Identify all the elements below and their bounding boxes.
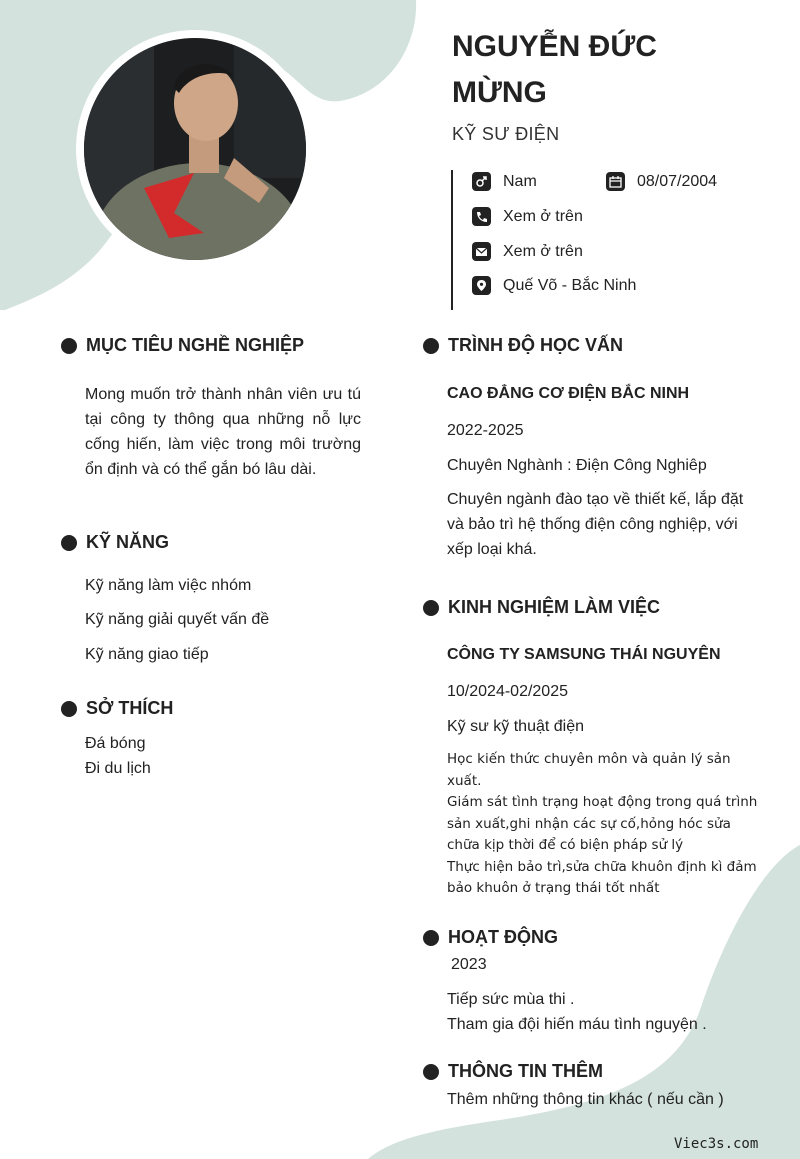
phone-icon [472, 207, 491, 226]
email-icon [472, 242, 491, 261]
bullet-dot [423, 338, 439, 354]
job-title: KỸ SƯ ĐIỆN [452, 124, 560, 144]
skills-heading: KỸ NĂNG [86, 532, 170, 552]
bullet-dot [61, 338, 77, 354]
extra-heading: THÔNG TIN THÊM [448, 1061, 603, 1081]
activities-heading: HOẠT ĐỘNG [448, 927, 558, 947]
experience-heading: KINH NGHIỆM LÀM VIỆC [448, 597, 661, 617]
activities-year: 2023 [451, 956, 487, 973]
education-period: 2022-2025 [447, 422, 524, 439]
activity-item: Tham gia đội hiến máu tình nguyện . [447, 1016, 707, 1033]
extra-section-header [423, 1061, 603, 1082]
objective-text: Mong muốn trở thành nhân viên ưu tú tại công ty thông qua những nỗ lực cống hiến, làm việc trong môi trường ổn định và có thể gắn bó lâu dài. [85, 386, 361, 478]
address-info [472, 276, 636, 295]
objective-section-header [61, 335, 304, 356]
phone-info [472, 207, 583, 226]
experience-details: Học kiến thức chuyên môn và quản lý sản xuất. Giám sát tình trạng hoạt động trong quá trình sản xuất,ghi nhận các sự cố,hỏng hóc sửa chữa kịp thời để có biện pháp sử lý Thực hiện bảo trì,sửa chữa khuôn định kì đảm bảo khuôn ở trạng thái tốt nhất [447, 751, 758, 896]
email-info [472, 242, 583, 261]
objective-heading: MỤC TIÊU NGHỀ NGHIỆP [86, 335, 305, 355]
email-value: Xem ở trên [503, 242, 583, 260]
bullet-dot [61, 701, 77, 717]
phone-value: Xem ở trên [503, 207, 583, 225]
company-name: CÔNG TY SAMSUNG THÁI NGUYÊN [447, 646, 721, 663]
education-description: Chuyên ngành đào tạo về thiết kế, lắp đặt và bảo trì hệ thống điện công nghiệp, với xếp loại khá. [447, 491, 744, 558]
education-heading: TRÌNH ĐỘ HỌC VẤN [448, 335, 623, 355]
hobby-item: Đi du lịch [85, 760, 151, 777]
birthdate-value: 08/07/2004 [637, 172, 718, 190]
bullet-dot [61, 535, 77, 551]
skill-item: Kỹ năng giải quyết vấn đề [85, 611, 270, 628]
experience-period: 10/2024-02/2025 [447, 683, 568, 700]
skill-item: Kỹ năng làm việc nhóm [85, 577, 252, 594]
birthdate-info [606, 172, 717, 191]
skill-item: Kỹ năng giao tiếp [85, 646, 209, 663]
extra-text: Thêm những thông tin khác ( nếu cần ) [447, 1091, 724, 1108]
gender-value: Nam [503, 172, 537, 190]
bullet-dot [423, 1064, 439, 1080]
activity-item: Tiếp sức mùa thi . [447, 991, 575, 1008]
hobbies-section-header [61, 698, 173, 719]
watermark: Viec3s.com [674, 1136, 759, 1152]
school-name: CAO ĐẲNG CƠ ĐIỆN BẮC NINH [447, 385, 690, 402]
hobby-item: Đá bóng [85, 735, 146, 752]
gender-info [472, 172, 537, 191]
gender-icon [472, 172, 491, 191]
activities-section-header [423, 927, 558, 948]
education-section-header [423, 335, 623, 356]
education-major: Chuyên Nghành : Điện Công Nghiêp [447, 457, 707, 474]
skills-section-header [61, 532, 169, 553]
info-divider [451, 170, 453, 310]
calendar-icon [606, 172, 625, 191]
bullet-dot [423, 600, 439, 616]
experience-position: Kỹ sư kỹ thuật điện [447, 718, 584, 735]
address-value: Quế Võ - Bắc Ninh [503, 276, 637, 294]
candidate-name: NGUYỄN ĐỨC MỪNG [452, 30, 657, 109]
location-pin-icon [472, 276, 491, 295]
bullet-dot [423, 930, 439, 946]
avatar [84, 38, 306, 260]
hobbies-heading: SỞ THÍCH [86, 698, 174, 718]
profile-photo [84, 38, 306, 260]
experience-section-header [423, 597, 660, 618]
